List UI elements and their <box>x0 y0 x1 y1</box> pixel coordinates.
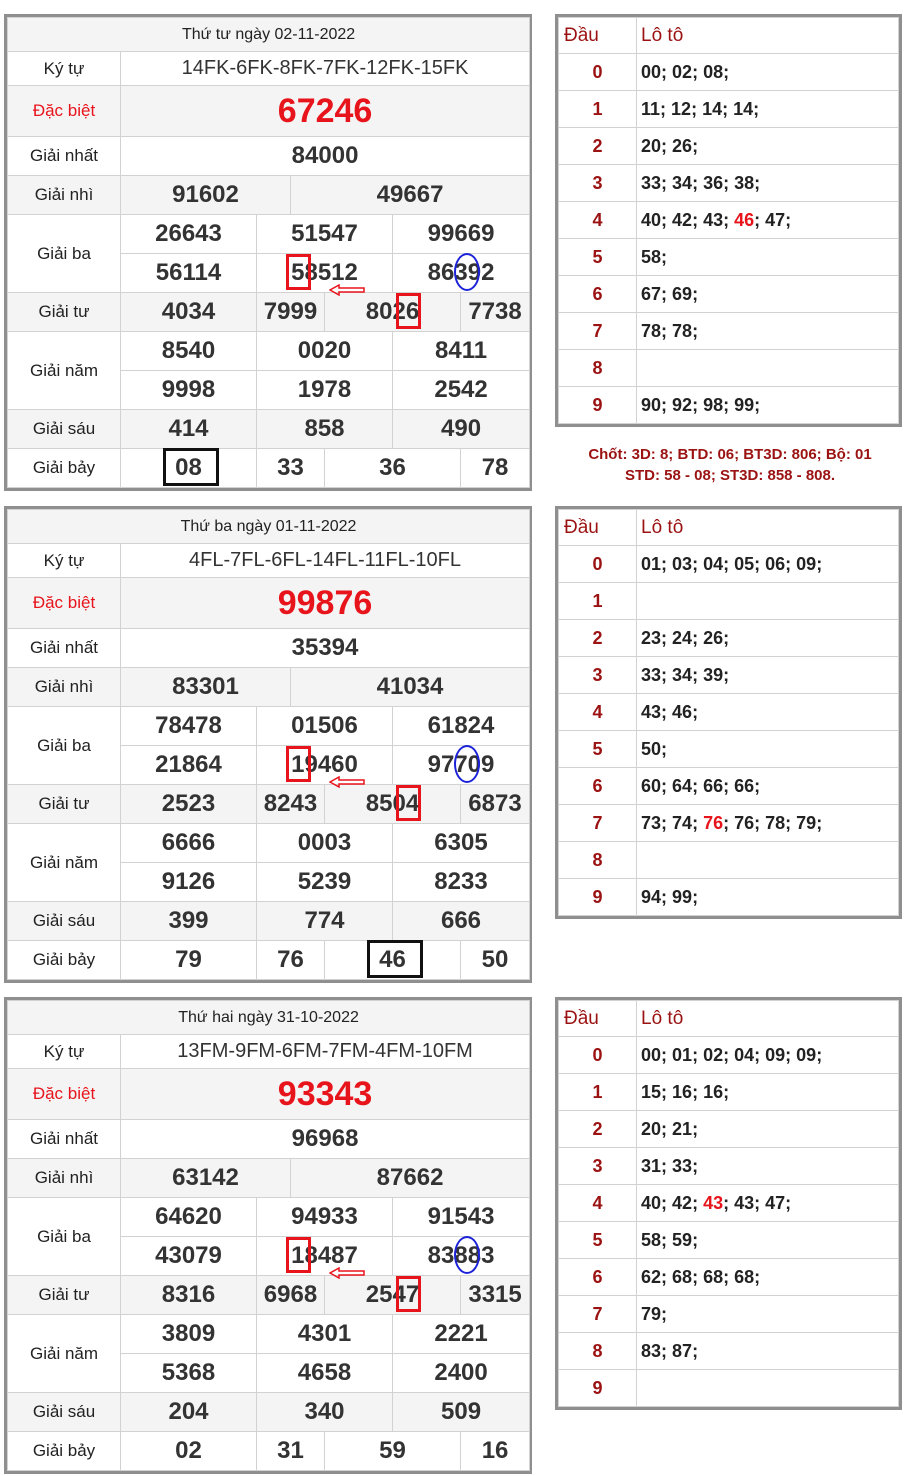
giai-sau-value: 666 <box>393 902 530 941</box>
loto-header: Lô tô <box>637 18 899 54</box>
loto-row <box>559 276 899 313</box>
dau-value: 3 <box>559 1148 637 1185</box>
loto-row <box>559 620 899 657</box>
label-giai-ba: Giải ba <box>8 1198 121 1276</box>
dau-value: 0 <box>559 546 637 583</box>
giai-sau-value: 490 <box>393 410 530 449</box>
loto-row <box>559 1037 899 1074</box>
label-ky-tu: Ký tự <box>8 1035 121 1069</box>
loto-value: 62; 68; 68; 68; <box>637 1259 899 1296</box>
loto-row <box>559 91 899 128</box>
giai-sau-value: 414 <box>121 410 257 449</box>
giai-nam-value: 8233 <box>393 863 530 902</box>
dau-value: 9 <box>559 879 637 916</box>
result-table <box>4 506 532 983</box>
label-giai-sau: Giải sáu <box>8 902 121 941</box>
giai-bay-value: 46 <box>325 941 461 980</box>
loto-value: 15; 16; 16; <box>637 1074 899 1111</box>
giai-nam-value: 6666 <box>121 824 257 863</box>
label-giai-nam: Giải năm <box>8 824 121 902</box>
draw-title: Thứ hai ngày 31-10-2022 <box>8 1001 530 1035</box>
loto-value: 78; 78; <box>637 313 899 350</box>
loto-header: Lô tô <box>637 510 899 546</box>
loto-row <box>559 768 899 805</box>
loto-row <box>559 1259 899 1296</box>
loto-row <box>559 731 899 768</box>
ky-tu-value: 13FM-9FM-6FM-7FM-4FM-10FM <box>121 1035 530 1069</box>
dau-value: 6 <box>559 1259 637 1296</box>
loto-value <box>637 842 899 879</box>
loto-row <box>559 1074 899 1111</box>
giai-tu-value: 8504 <box>325 785 461 824</box>
loto-row <box>559 583 899 620</box>
result-table <box>4 14 532 491</box>
giai-nam-value: 3809 <box>121 1315 257 1354</box>
loto-value: 94; 99; <box>637 879 899 916</box>
marker-black-box <box>163 448 219 486</box>
giai-nhi-value: 63142 <box>121 1159 291 1198</box>
giai-nhi-value: 49667 <box>291 176 530 215</box>
dau-value: 7 <box>559 313 637 350</box>
marker-red-box <box>286 1237 311 1273</box>
dau-value: 1 <box>559 91 637 128</box>
dau-value: 4 <box>559 694 637 731</box>
loto-value: 50; <box>637 731 899 768</box>
loto-row <box>559 313 899 350</box>
giai-ba-value: 26643 <box>121 215 257 254</box>
marker-blue-circle <box>454 745 480 783</box>
giai-bay-value: 59 <box>325 1432 461 1471</box>
dau-value: 7 <box>559 805 637 842</box>
loto-row <box>559 128 899 165</box>
loto-header: Lô tô <box>637 1001 899 1037</box>
loto-value: 79; <box>637 1296 899 1333</box>
arrow-left-icon <box>329 284 365 296</box>
giai-nhat-value: 96968 <box>121 1120 530 1159</box>
loto-table <box>555 506 902 919</box>
arrow-left-icon <box>329 776 365 788</box>
label-giai-nam: Giải năm <box>8 1315 121 1393</box>
loto-value: 40; 42; 43; 46; 47; <box>637 202 899 239</box>
result-table <box>4 997 532 1474</box>
giai-ba-value: 91543 <box>393 1198 530 1237</box>
loto-row <box>559 1111 899 1148</box>
label-giai-sau: Giải sáu <box>8 410 121 449</box>
label-giai-nhat: Giải nhất <box>8 629 121 668</box>
label-ky-tu: Ký tự <box>8 52 121 86</box>
marker-red-box <box>396 293 421 329</box>
giai-bay-value: 36 <box>325 449 461 488</box>
loto-value: 00; 02; 08; <box>637 54 899 91</box>
giai-ba-value: 19460 <box>257 746 393 785</box>
dac-biet-value: 99876 <box>121 578 530 629</box>
giai-ba-value: 61824 <box>393 707 530 746</box>
marker-blue-circle <box>454 253 480 291</box>
giai-ba-value: 97709 <box>393 746 530 785</box>
giai-tu-value: 7738 <box>461 293 530 332</box>
arrow-left-icon <box>329 1267 365 1279</box>
giai-bay-value: 50 <box>461 941 530 980</box>
giai-nam-value: 4301 <box>257 1315 393 1354</box>
loto-value: 83; 87; <box>637 1333 899 1370</box>
giai-nam-value: 5239 <box>257 863 393 902</box>
giai-bay-value: 33 <box>257 449 325 488</box>
label-giai-nhat: Giải nhất <box>8 1120 121 1159</box>
marker-red-box <box>396 785 421 821</box>
label-giai-tu: Giải tư <box>8 785 121 824</box>
label-giai-nhi: Giải nhì <box>8 668 121 707</box>
loto-value: 60; 64; 66; 66; <box>637 768 899 805</box>
giai-ba-value: 01506 <box>257 707 393 746</box>
loto-value: 58; 59; <box>637 1222 899 1259</box>
giai-ba-value: 78478 <box>121 707 257 746</box>
dau-value: 5 <box>559 1222 637 1259</box>
dau-value: 5 <box>559 731 637 768</box>
giai-nhi-value: 83301 <box>121 668 291 707</box>
dau-value: 7 <box>559 1296 637 1333</box>
dau-value: 6 <box>559 768 637 805</box>
giai-nam-value: 1978 <box>257 371 393 410</box>
giai-bay-value: 16 <box>461 1432 530 1471</box>
loto-row <box>559 1333 899 1370</box>
loto-row <box>559 694 899 731</box>
dau-value: 4 <box>559 1185 637 1222</box>
label-ky-tu: Ký tự <box>8 544 121 578</box>
loto-row <box>559 546 899 583</box>
giai-nhat-value: 35394 <box>121 629 530 668</box>
marker-red-box <box>396 1276 421 1312</box>
dau-value: 2 <box>559 1111 637 1148</box>
label-giai-nhat: Giải nhất <box>8 137 121 176</box>
giai-bay-value: 31 <box>257 1432 325 1471</box>
giai-ba-value: 99669 <box>393 215 530 254</box>
giai-tu-value: 8316 <box>121 1276 257 1315</box>
dau-header: Đầu <box>559 1001 637 1037</box>
marker-black-box <box>367 940 423 978</box>
loto-value: 90; 92; 98; 99; <box>637 387 899 424</box>
label-giai-nhi: Giải nhì <box>8 1159 121 1198</box>
label-giai-bay: Giải bảy <box>8 449 121 488</box>
loto-value: 43; 46; <box>637 694 899 731</box>
label-giai-bay: Giải bảy <box>8 1432 121 1471</box>
giai-nam-value: 4658 <box>257 1354 393 1393</box>
label-giai-bay: Giải bảy <box>8 941 121 980</box>
giai-bay-value: 78 <box>461 449 530 488</box>
dau-value: 3 <box>559 165 637 202</box>
loto-value: 20; 21; <box>637 1111 899 1148</box>
giai-ba-value: 43079 <box>121 1237 257 1276</box>
giai-sau-value: 340 <box>257 1393 393 1432</box>
loto-row <box>559 1296 899 1333</box>
loto-value: 40; 42; 43; 43; 47; <box>637 1185 899 1222</box>
loto-row <box>559 1222 899 1259</box>
giai-nhat-value: 84000 <box>121 137 530 176</box>
loto-row <box>559 1185 899 1222</box>
loto-value <box>637 583 899 620</box>
loto-value: 11; 12; 14; 14; <box>637 91 899 128</box>
giai-sau-value: 399 <box>121 902 257 941</box>
giai-sau-value: 204 <box>121 1393 257 1432</box>
loto-row <box>559 387 899 424</box>
loto-row <box>559 879 899 916</box>
giai-ba-value: 56114 <box>121 254 257 293</box>
marker-blue-circle <box>454 1236 480 1274</box>
loto-value: 58; <box>637 239 899 276</box>
dau-value: 6 <box>559 276 637 313</box>
giai-nam-value: 0003 <box>257 824 393 863</box>
loto-row <box>559 1370 899 1407</box>
giai-nam-value: 9126 <box>121 863 257 902</box>
giai-ba-value: 21864 <box>121 746 257 785</box>
loto-row <box>559 350 899 387</box>
loto-value: 20; 26; <box>637 128 899 165</box>
giai-bay-value: 08 <box>121 449 257 488</box>
giai-ba-value: 18487 <box>257 1237 393 1276</box>
loto-row <box>559 165 899 202</box>
ky-tu-value: 14FK-6FK-8FK-7FK-12FK-15FK <box>121 52 530 86</box>
loto-row <box>559 805 899 842</box>
loto-value: 73; 74; 76; 76; 78; 79; <box>637 805 899 842</box>
giai-nam-value: 6305 <box>393 824 530 863</box>
giai-tu-value: 8026 <box>325 293 461 332</box>
loto-row <box>559 1148 899 1185</box>
dau-value: 9 <box>559 1370 637 1407</box>
giai-tu-value: 7999 <box>257 293 325 332</box>
loto-value <box>637 350 899 387</box>
loto-value: 31; 33; <box>637 1148 899 1185</box>
giai-tu-value: 2523 <box>121 785 257 824</box>
loto-value <box>637 1370 899 1407</box>
giai-tu-value: 8243 <box>257 785 325 824</box>
dau-value: 8 <box>559 842 637 879</box>
giai-ba-value: 51547 <box>257 215 393 254</box>
giai-tu-value: 6873 <box>461 785 530 824</box>
giai-tu-value: 4034 <box>121 293 257 332</box>
giai-nam-value: 2542 <box>393 371 530 410</box>
loto-table <box>555 997 902 1410</box>
loto-row <box>559 842 899 879</box>
ky-tu-value: 4FL-7FL-6FL-14FL-11FL-10FL <box>121 544 530 578</box>
dac-biet-value: 67246 <box>121 86 530 137</box>
giai-ba-value: 83883 <box>393 1237 530 1276</box>
loto-row <box>559 202 899 239</box>
giai-ba-value: 94933 <box>257 1198 393 1237</box>
giai-nam-value: 8411 <box>393 332 530 371</box>
giai-sau-value: 509 <box>393 1393 530 1432</box>
giai-tu-value: 6968 <box>257 1276 325 1315</box>
giai-ba-value: 64620 <box>121 1198 257 1237</box>
giai-nhi-value: 87662 <box>291 1159 530 1198</box>
loto-value: 00; 01; 02; 04; 09; 09; <box>637 1037 899 1074</box>
giai-nam-value: 9998 <box>121 371 257 410</box>
label-giai-sau: Giải sáu <box>8 1393 121 1432</box>
giai-bay-value: 79 <box>121 941 257 980</box>
loto-row <box>559 54 899 91</box>
dau-value: 2 <box>559 620 637 657</box>
dau-value: 5 <box>559 239 637 276</box>
dau-header: Đầu <box>559 18 637 54</box>
dau-value: 1 <box>559 583 637 620</box>
giai-nam-value: 2400 <box>393 1354 530 1393</box>
giai-nam-value: 5368 <box>121 1354 257 1393</box>
chot-note <box>553 444 907 486</box>
loto-value: 23; 24; 26; <box>637 620 899 657</box>
giai-bay-value: 76 <box>257 941 325 980</box>
dau-value: 9 <box>559 387 637 424</box>
label-giai-tu: Giải tư <box>8 293 121 332</box>
label-giai-ba: Giải ba <box>8 707 121 785</box>
loto-value: 33; 34; 39; <box>637 657 899 694</box>
marker-red-box <box>286 746 311 782</box>
giai-nam-value: 0020 <box>257 332 393 371</box>
dau-value: 3 <box>559 657 637 694</box>
dau-value: 0 <box>559 54 637 91</box>
giai-nhi-value: 91602 <box>121 176 291 215</box>
draw-title: Thứ tư ngày 02-11-2022 <box>8 18 530 52</box>
loto-value: 67; 69; <box>637 276 899 313</box>
giai-tu-value: 2547 <box>325 1276 461 1315</box>
label-giai-nam: Giải năm <box>8 332 121 410</box>
marker-red-box <box>286 254 311 290</box>
label-giai-nhi: Giải nhì <box>8 176 121 215</box>
dau-value: 1 <box>559 1074 637 1111</box>
dau-value: 2 <box>559 128 637 165</box>
dau-value: 4 <box>559 202 637 239</box>
draw-title: Thứ ba ngày 01-11-2022 <box>8 510 530 544</box>
giai-nam-value: 8540 <box>121 332 257 371</box>
dau-header: Đầu <box>559 510 637 546</box>
label-giai-ba: Giải ba <box>8 215 121 293</box>
giai-sau-value: 858 <box>257 410 393 449</box>
loto-row <box>559 239 899 276</box>
dau-value: 0 <box>559 1037 637 1074</box>
giai-sau-value: 774 <box>257 902 393 941</box>
chot-line: STD: 58 - 08; ST3D: 858 - 808. <box>624 467 836 484</box>
dac-biet-value: 93343 <box>121 1069 530 1120</box>
giai-ba-value: 58512 <box>257 254 393 293</box>
loto-row <box>559 657 899 694</box>
label-dac-biet: Đặc biệt <box>8 86 121 137</box>
dau-value: 8 <box>559 1333 637 1370</box>
label-dac-biet: Đặc biệt <box>8 578 121 629</box>
loto-table <box>555 14 902 427</box>
giai-nhi-value: 41034 <box>291 668 530 707</box>
giai-ba-value: 86392 <box>393 254 530 293</box>
chot-line: Chốt: 3D: 8; BTD: 06; BT3D: 806; Bộ: 01 <box>588 446 872 463</box>
giai-tu-value: 3315 <box>461 1276 530 1315</box>
loto-value: 01; 03; 04; 05; 06; 09; <box>637 546 899 583</box>
dau-value: 8 <box>559 350 637 387</box>
loto-value: 33; 34; 36; 38; <box>637 165 899 202</box>
label-dac-biet: Đặc biệt <box>8 1069 121 1120</box>
giai-nam-value: 2221 <box>393 1315 530 1354</box>
label-giai-tu: Giải tư <box>8 1276 121 1315</box>
giai-bay-value: 02 <box>121 1432 257 1471</box>
